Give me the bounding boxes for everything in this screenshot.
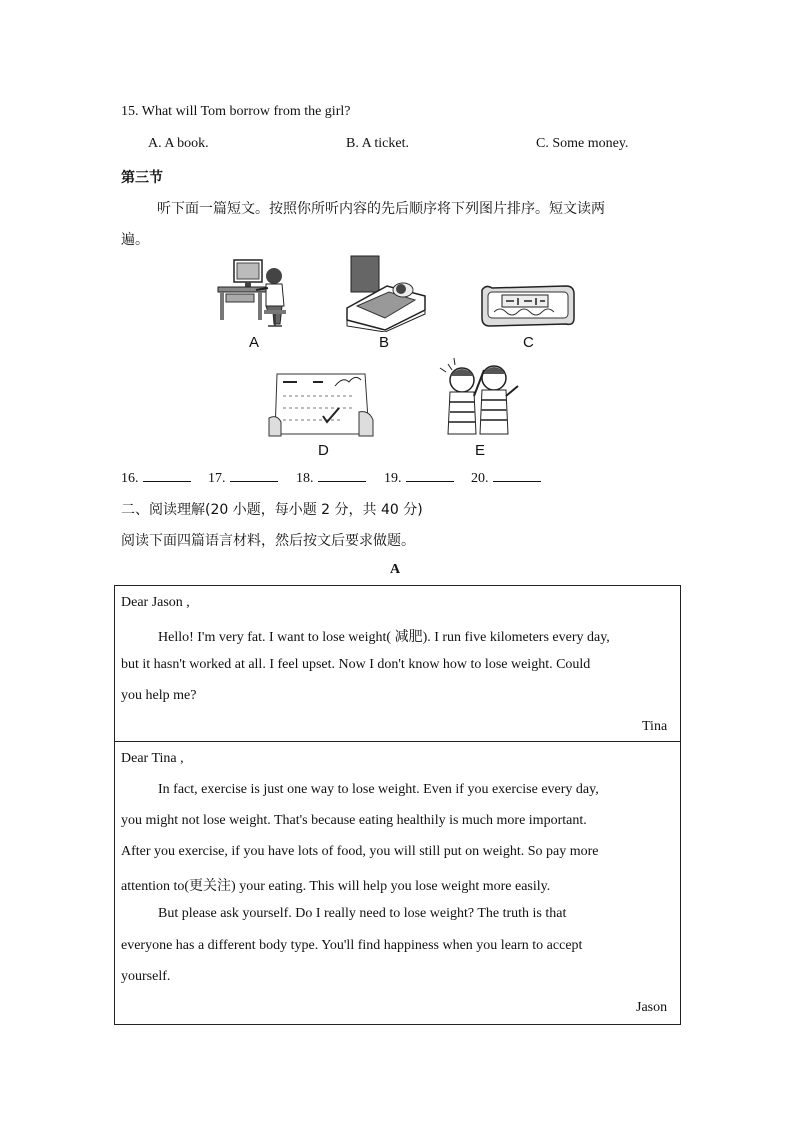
picture-label-b: B (379, 334, 390, 351)
letter2-line: everyone has a different body type. You'll find happiness when you learn to accept (121, 938, 583, 953)
answer-blank-17[interactable] (208, 469, 278, 487)
letter1-greeting: Dear Jason , (121, 595, 190, 610)
answer-blank-18[interactable] (296, 469, 366, 487)
blank-number-16: 16. (121, 471, 139, 486)
computer-boy-icon (216, 254, 290, 330)
blank-number-19: 19. (384, 471, 402, 486)
letter1-line: you help me? (121, 688, 197, 703)
passage-label: A (390, 562, 401, 577)
section-instruction-line2: 遍。 (121, 232, 149, 248)
sleeping-bed-icon (343, 254, 427, 332)
part2-instruction: 阅读下面四篇语言材料，然后按文后要求做题。 (121, 533, 415, 549)
math-test-paper-icon (267, 372, 379, 438)
chocolate-bar-icon (478, 282, 578, 328)
two-boys-arguing-icon (434, 356, 526, 436)
picture-label-c: C (523, 334, 534, 351)
picture-label-e: E (475, 442, 486, 459)
letter2-line: After you exercise, if you have lots of food, you will still put on weight. So pay more (121, 844, 599, 859)
option-b: B. A ticket. (346, 136, 409, 151)
answer-blank-19[interactable] (384, 469, 454, 487)
blank-number-17: 17. (208, 471, 226, 486)
answer-blank-20[interactable] (471, 469, 541, 487)
letter1-signature: Tina (642, 719, 668, 734)
picture-label-d: D (318, 442, 329, 459)
section-instruction-line1: 听下面一篇短文。按照你所听内容的先后顺序将下列图片排序。短文读两 (157, 201, 605, 217)
letter2-line: attention to(更关注) your eating. This will help you lose weight more easily. (121, 879, 551, 894)
option-a: A. A book. (148, 136, 209, 151)
blank-number-20: 20. (471, 471, 489, 486)
letter2-line: But please ask yourself. Do I really need to lose weight? The truth is that (158, 906, 567, 921)
letter2-signature: Jason (636, 1000, 668, 1015)
letter2-line: In fact, exercise is just one way to lose weight. Even if you exercise every day, (158, 782, 599, 797)
blank-number-18: 18. (296, 471, 314, 486)
letter1-line: Hello! I'm very fat. I want to lose weight( 减肥). I run five kilometers every day, (158, 630, 610, 645)
letter2-line: yourself. (121, 969, 171, 984)
letter2-greeting: Dear Tina , (121, 751, 184, 766)
picture-label-a: A (249, 334, 260, 351)
letter2-line: you might not lose weight. That's because eating healthily is much more important. (121, 813, 587, 828)
letter1-line: but it hasn't worked at all. I feel upset. Now I don't know how to lose weight. Could (121, 657, 591, 672)
section-title: 第三节 (121, 170, 163, 186)
part2-heading: 二、阅读理解(20 小题，每小题 2 分，共 40 分) (121, 502, 423, 518)
answer-blank-16[interactable] (121, 469, 191, 487)
option-c: C. Some money. (536, 136, 629, 151)
question-15: 15. What will Tom borrow from the girl? (121, 104, 351, 119)
